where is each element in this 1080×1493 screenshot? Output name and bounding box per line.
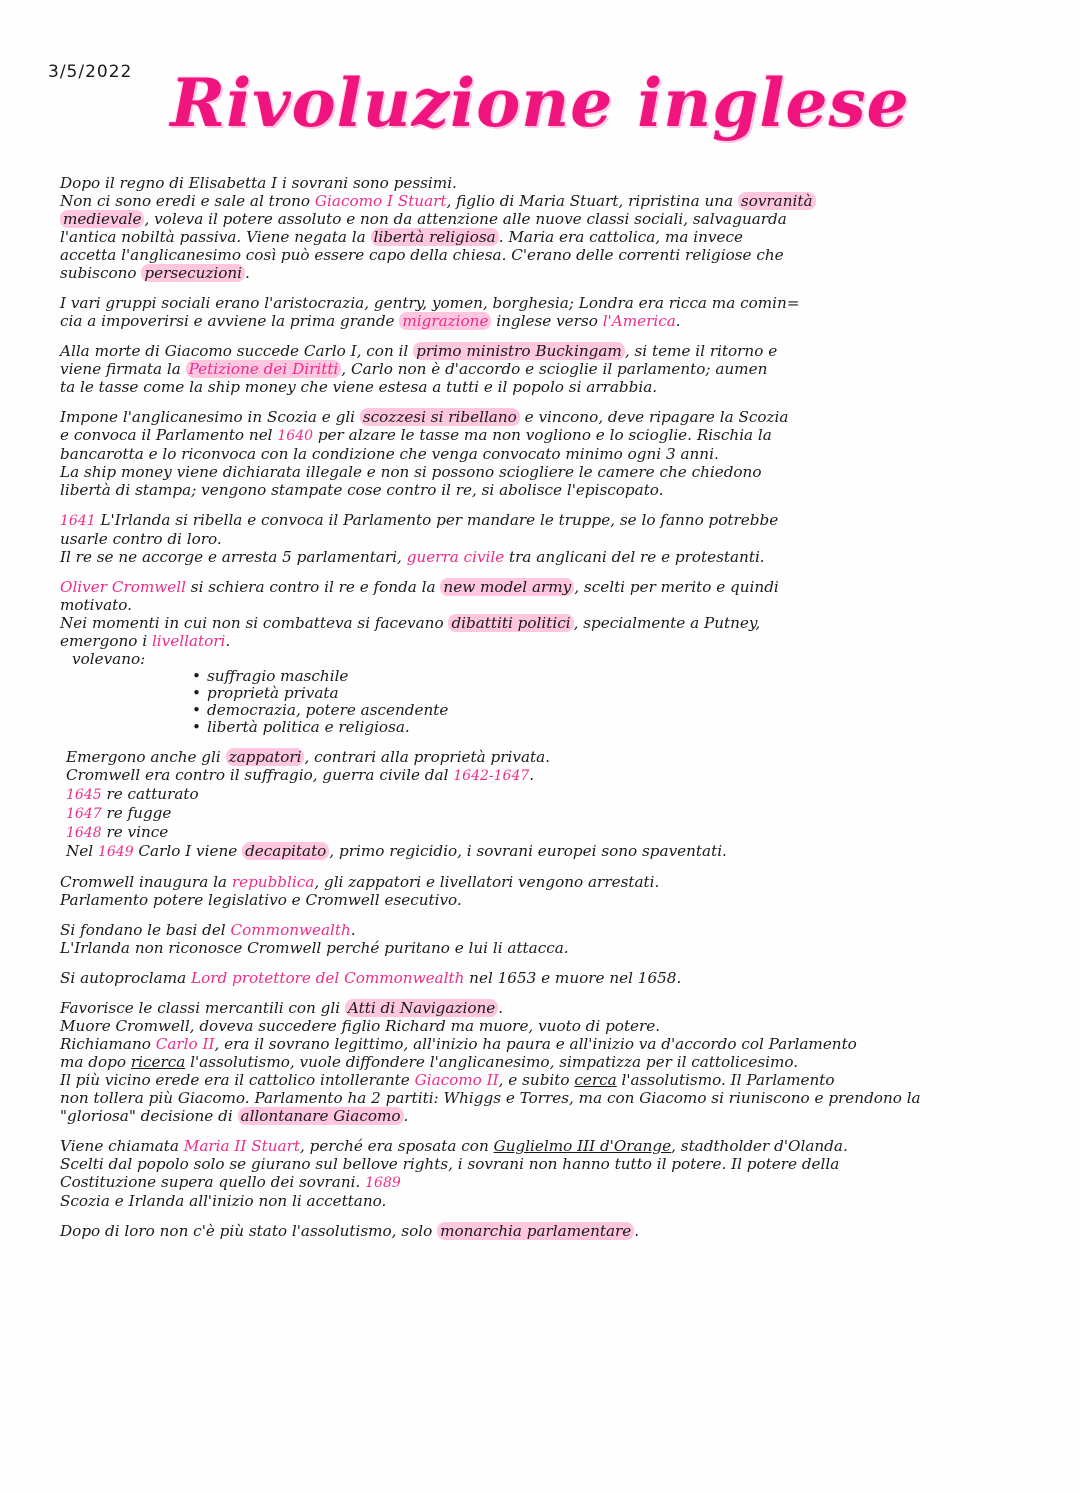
text: e convoca il Parlamento nel [60,426,278,444]
text: Dopo di loro non c'è più stato l'assolutismo, solo [60,1222,438,1240]
paragraph-12 [60,1137,1020,1210]
paragraph-5 [60,511,1020,566]
highlight: scozzesi si ribellano [360,408,520,426]
text: Emergono anche gli [66,748,226,766]
text-line: Scelti dal popolo solo se giurano sul bellove rights, i sovrani non hanno tutto il potere. Il potere della [60,1155,840,1173]
bullet-list [192,668,1020,736]
text: , e subito [498,1071,575,1089]
text-line: volevano: [72,650,146,668]
list-item: • democrazia, potere ascendente [192,702,1020,719]
text-line [60,426,1020,445]
text: Richiamano [60,1035,156,1053]
text: , contrari alla proprietà privata. [304,748,550,766]
highlight-name: l'America [602,312,676,330]
highlight: Atti di Navigazione [345,999,498,1017]
text-line [60,511,1020,530]
highlight: zappatori [226,748,305,766]
text: nel 1653 e muore nel 1658. [464,969,682,987]
text-line: I vari gruppi sociali erano l'aristocrazia, gentry, yomen, borghesia; Londra era ricca ma comin= [60,294,800,312]
text: , primo regicidio, i sovrani europei sono spaventati. [329,842,727,860]
text-line [60,1173,1020,1192]
text: e vincono, deve ripagare la Scozia [519,408,789,426]
text: Viene chiamata [60,1137,184,1155]
highlight: monarchia parlamentare [437,1222,634,1240]
highlight-name: Maria II Stuart [183,1137,300,1155]
text: , gli zappatori e livellatori vengono arrestati. [314,873,660,891]
text-line [60,921,1020,939]
text-line [60,192,1020,210]
text: , voleva il potere assoluto e non da attenzione alle nuove classi sociali, salvaguarda [144,210,787,228]
text-line [60,1071,1020,1089]
text: Non ci sono eredi e sale al trono [60,192,315,210]
paragraph-13 [60,1222,1020,1240]
text: l'antica nobiltà passiva. Viene negata la [60,228,371,246]
text-line [60,578,1020,596]
highlight: persecuzioni [141,264,245,282]
text: Cromwell inaugura la [60,873,232,891]
text: ma dopo [60,1053,131,1071]
text-line [60,228,1020,246]
highlight: Petizione dei Diritti [186,360,342,378]
text-line [60,999,1020,1017]
date: 3/5/2022 [48,62,133,82]
list-item: • libertà politica e religiosa. [192,719,1020,736]
text: subiscono [60,264,142,282]
text: , perché era sposata con [299,1137,494,1155]
text-line [60,1107,1020,1125]
text: "gloriosa" decisione di [60,1107,238,1125]
text-line: Muore Cromwell, doveva succedere figlio Richard ma muore, vuoto di potere. [60,1017,661,1035]
text: emergono i [60,632,152,650]
paragraph-10 [60,969,1020,987]
text-line [66,804,1020,823]
text: , si teme il ritorno e [624,342,778,360]
text: . [675,312,681,330]
year: 1641 [60,513,96,529]
text: L'Irlanda si ribella e convoca il Parlamento per mandare le truppe, se lo fanno potrebbe [95,511,779,529]
highlight: sovranità [738,192,816,210]
text: cia a impoverirsi e avviene la prima grande [60,312,400,330]
text: , figlio di Maria Stuart, ripristina una [446,192,738,210]
list-item: • proprietà privata [192,685,1020,702]
highlight: allontanare Giacomo [238,1107,404,1125]
text: inglese verso [491,312,603,330]
text: l'assolutismo. Il Parlamento [616,1071,835,1089]
text: , era il sovrano legittimo, all'inizio ha paura e all'inizio va d'accordo col Parlamento [214,1035,857,1053]
text: per alzare le tasse ma non vogliono e lo scioglie. Rischia la [313,426,772,444]
text-line [60,969,1020,987]
text: re catturato [101,785,199,803]
page-title: Rivoluzione inglese [170,64,910,142]
text-line [60,548,1020,566]
paragraph-11 [60,999,1020,1125]
text: Guglielmo III d'Orange [493,1137,672,1155]
highlight-name: livellatori [151,632,226,650]
text-line [60,1035,1020,1053]
text: , scelti per merito e quindi [574,578,779,596]
highlight-name: Giacomo I Stuart [314,192,447,210]
text-line: usarle contro di loro. [60,530,222,548]
text: . [498,999,504,1017]
highlight: dibattiti politici [448,614,573,632]
paragraph-8 [60,873,1020,909]
text: Impone l'anglicanesimo in Scozia e gli [60,408,360,426]
text: cerca [574,1071,617,1089]
text-line: non tollera più Giacomo. Parlamento ha 2 partiti: Whiggs e Torres, ma con Giacomo si riuniscono e prendono la [60,1089,921,1107]
text: . [225,632,231,650]
text-line [66,785,1020,804]
text-line: Dopo il regno di Elisabetta I i sovrani sono pessimi. [60,174,457,192]
year: 1645 [66,787,102,803]
text-line [60,210,1020,228]
text-line [60,632,1020,650]
highlight: new model army [440,578,574,596]
text-line: libertà di stampa; vengono stampate cose contro il re, si abolisce l'episcopato. [60,481,664,499]
notes-body [60,174,1020,1252]
text: . [245,264,250,282]
highlight-name: repubblica [231,873,315,891]
text-line: Parlamento potere legislativo e Cromwell esecutivo. [60,891,462,909]
text-line: Scozia e Irlanda all'inizio non li accettano. [60,1192,387,1210]
text-line [60,1222,1020,1240]
highlight-name: Carlo II [155,1035,215,1053]
paragraph-1 [60,174,1020,282]
text-line [60,264,1020,282]
text: l'assolutismo, vuole diffondere l'anglicanesimo, simpatizza per il cattolicesimo. [185,1053,799,1071]
year: 1649 [97,844,134,860]
text-line [66,748,1020,766]
text-line [60,312,1020,330]
highlight-name: Lord protettore del Commonwealth [191,969,465,987]
text: Si autoproclama [60,969,191,987]
highlight: migrazione [399,312,491,330]
text: Si fondano le basi del [60,921,231,939]
text: Costituzione supera quello dei sovrani. [60,1173,366,1191]
highlight-name: Giacomo II [414,1071,499,1089]
year: 1647 [66,806,102,822]
paragraph-9 [60,921,1020,957]
paragraph-3 [60,342,1020,396]
highlight-name: Commonwealth [230,921,351,939]
paragraph-4 [60,408,1020,499]
year: 1640 [277,428,314,444]
text-line [60,408,1020,426]
text: si schiera contro il re e fonda la [185,578,441,596]
text-line: L'Irlanda non riconosce Cromwell perché puritano e lui li attacca. [60,939,569,957]
text: . [403,1107,409,1125]
text: Favorisce le classi mercantili con gli [60,999,345,1017]
highlight-name: guerra civile [406,548,505,566]
text-line [60,614,1020,632]
highlight: primo ministro Buckingam [413,342,625,360]
text-line [60,1137,1020,1155]
text: Nel [66,842,98,860]
text-line [66,842,1020,861]
highlight: medievale [60,210,144,228]
text: Il più vicino erede era il cattolico intollerante [60,1071,415,1089]
text: ricerca [130,1053,186,1071]
text-line [66,766,1020,785]
text: re fugge [101,804,172,822]
text-line [66,823,1020,842]
text: Alla morte di Giacomo succede Carlo I, con il [60,342,414,360]
year: 1642-1647 [453,768,530,784]
text: . Maria era cattolica, ma invece [498,228,743,246]
text: viene firmata la [60,360,186,378]
text-line [60,360,1020,378]
paragraph-2 [60,294,1020,330]
text: tra anglicani del re e protestanti. [504,548,765,566]
year: 1689 [365,1175,401,1191]
text-line: accetta l'anglicanesimo così può essere capo della chiesa. C'erano delle correnti religiose che [60,246,784,264]
text: re vince [101,823,169,841]
text: Nei momenti in cui non si combatteva si facevano [60,614,449,632]
text-line [60,342,1020,360]
text-line: bancarotta e lo riconvoca con la condizione che venga convocato minimo ogni 3 anni. [60,445,719,463]
list-item: • suffragio maschile [192,668,1020,685]
highlight: libertà religiosa [371,228,499,246]
text: . [634,1222,640,1240]
paragraph-7 [60,748,1020,861]
year: 1648 [66,825,102,841]
text-line: motivato. [60,596,132,614]
text-line [60,873,1020,891]
text: , specialmente a Putney, [573,614,761,632]
text: , stadtholder d'Olanda. [671,1137,848,1155]
paragraph-6 [60,578,1020,736]
text: , Carlo non è d'accordo e scioglie il parlamento; aumen [341,360,768,378]
highlight: decapitato [242,842,329,860]
text-line [60,1053,1020,1071]
text-line: ta le tasse come la ship money che viene estesa a tutti e il popolo si arrabbia. [60,378,658,396]
text: Il re se ne accorge e arresta 5 parlamentari, [60,548,407,566]
text-line: La ship money viene dichiarata illegale e non si possono sciogliere le camere che chiedono [60,463,762,481]
text: Cromwell era contro il suffragio, guerra civile dal [66,766,454,784]
text: . [529,766,535,784]
text: . [350,921,356,939]
text: Carlo I viene [133,842,243,860]
highlight-name: Oliver Cromwell [60,578,186,596]
